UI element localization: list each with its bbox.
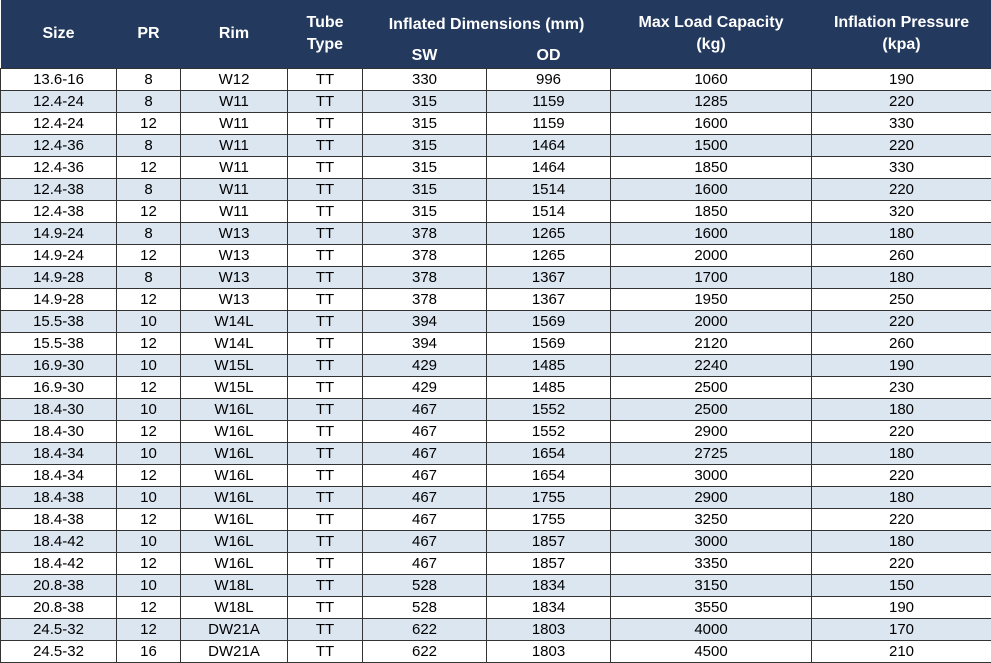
cell-rim: W11 <box>181 91 288 113</box>
cell-od: 1552 <box>487 421 611 443</box>
cell-tube-type: TT <box>288 597 363 619</box>
cell-od: 1159 <box>487 91 611 113</box>
cell-tube-type: TT <box>288 509 363 531</box>
cell-tube-type: TT <box>288 157 363 179</box>
cell-pr: 12 <box>117 619 181 641</box>
cell-sw: 467 <box>363 531 487 553</box>
cell-inflation-pressure: 180 <box>812 531 991 553</box>
cell-max-load: 1600 <box>611 179 812 201</box>
cell-od: 996 <box>487 69 611 91</box>
cell-max-load: 2240 <box>611 355 812 377</box>
cell-sw: 429 <box>363 355 487 377</box>
cell-rim: W11 <box>181 113 288 135</box>
cell-pr: 12 <box>117 157 181 179</box>
cell-tube-type: TT <box>288 201 363 223</box>
header-inflated-dimensions: Inflated Dimensions (mm) <box>363 0 611 42</box>
cell-max-load: 4000 <box>611 619 812 641</box>
cell-inflation-pressure: 220 <box>812 553 991 575</box>
table-row <box>1 553 991 575</box>
cell-sw: 315 <box>363 201 487 223</box>
cell-od: 1834 <box>487 575 611 597</box>
cell-sw: 467 <box>363 399 487 421</box>
cell-pr: 10 <box>117 575 181 597</box>
cell-max-load: 1600 <box>611 223 812 245</box>
cell-od: 1485 <box>487 377 611 399</box>
cell-size: 13.6-16 <box>1 69 117 91</box>
table-row <box>1 487 991 509</box>
cell-max-load: 1600 <box>611 113 812 135</box>
cell-size: 16.9-30 <box>1 377 117 399</box>
cell-max-load: 3250 <box>611 509 812 531</box>
table-row <box>1 289 991 311</box>
cell-inflation-pressure: 250 <box>812 289 991 311</box>
table-row <box>1 201 991 223</box>
cell-max-load: 2500 <box>611 399 812 421</box>
table-row <box>1 399 991 421</box>
cell-pr: 10 <box>117 487 181 509</box>
cell-rim: DW21A <box>181 619 288 641</box>
cell-od: 1803 <box>487 619 611 641</box>
cell-rim: W11 <box>181 201 288 223</box>
cell-rim: W11 <box>181 179 288 201</box>
cell-inflation-pressure: 150 <box>812 575 991 597</box>
cell-sw: 315 <box>363 157 487 179</box>
table-row <box>1 179 991 201</box>
cell-pr: 12 <box>117 553 181 575</box>
cell-sw: 378 <box>363 223 487 245</box>
cell-sw: 378 <box>363 289 487 311</box>
cell-inflation-pressure: 220 <box>812 509 991 531</box>
cell-tube-type: TT <box>288 333 363 355</box>
cell-size: 12.4-24 <box>1 91 117 113</box>
cell-sw: 330 <box>363 69 487 91</box>
cell-od: 1755 <box>487 487 611 509</box>
header-tube-type <box>288 0 363 69</box>
cell-rim: W13 <box>181 267 288 289</box>
cell-tube-type: TT <box>288 575 363 597</box>
cell-sw: 315 <box>363 179 487 201</box>
cell-size: 14.9-28 <box>1 289 117 311</box>
cell-tube-type: TT <box>288 267 363 289</box>
table-row <box>1 267 991 289</box>
cell-od: 1159 <box>487 113 611 135</box>
cell-inflation-pressure: 190 <box>812 355 991 377</box>
cell-pr: 8 <box>117 91 181 113</box>
cell-tube-type: TT <box>288 223 363 245</box>
table-row <box>1 91 991 113</box>
cell-sw: 622 <box>363 619 487 641</box>
cell-size: 18.4-42 <box>1 553 117 575</box>
cell-sw: 467 <box>363 465 487 487</box>
cell-sw: 467 <box>363 553 487 575</box>
cell-sw: 467 <box>363 421 487 443</box>
cell-size: 15.5-38 <box>1 333 117 355</box>
cell-od: 1464 <box>487 157 611 179</box>
table-row <box>1 619 991 641</box>
cell-tube-type: TT <box>288 289 363 311</box>
cell-size: 15.5-38 <box>1 311 117 333</box>
cell-size: 12.4-38 <box>1 179 117 201</box>
cell-sw: 622 <box>363 641 487 663</box>
cell-od: 1569 <box>487 311 611 333</box>
cell-inflation-pressure: 220 <box>812 179 991 201</box>
cell-max-load: 1700 <box>611 267 812 289</box>
cell-max-load: 1850 <box>611 201 812 223</box>
cell-rim: W14L <box>181 311 288 333</box>
cell-rim: W13 <box>181 223 288 245</box>
cell-inflation-pressure: 220 <box>812 421 991 443</box>
table-row <box>1 443 991 465</box>
cell-rim: W15L <box>181 355 288 377</box>
cell-size: 18.4-38 <box>1 509 117 531</box>
cell-pr: 10 <box>117 355 181 377</box>
cell-pr: 16 <box>117 641 181 663</box>
header-max-load-line2: (kg) <box>696 36 725 53</box>
cell-sw: 315 <box>363 113 487 135</box>
cell-pr: 10 <box>117 311 181 333</box>
cell-sw: 394 <box>363 311 487 333</box>
table-row <box>1 641 991 663</box>
table-row <box>1 157 991 179</box>
cell-inflation-pressure: 320 <box>812 201 991 223</box>
cell-size: 16.9-30 <box>1 355 117 377</box>
cell-inflation-pressure: 180 <box>812 267 991 289</box>
cell-tube-type: TT <box>288 531 363 553</box>
cell-pr: 8 <box>117 179 181 201</box>
cell-sw: 315 <box>363 135 487 157</box>
cell-size: 14.9-24 <box>1 245 117 267</box>
cell-inflation-pressure: 210 <box>812 641 991 663</box>
cell-max-load: 3150 <box>611 575 812 597</box>
header-size: Size <box>1 0 117 69</box>
header-inflation-pressure-line2: (kpa) <box>882 36 920 53</box>
cell-tube-type: TT <box>288 487 363 509</box>
cell-od: 1857 <box>487 553 611 575</box>
cell-pr: 12 <box>117 245 181 267</box>
cell-od: 1654 <box>487 443 611 465</box>
table-row <box>1 135 991 157</box>
cell-tube-type: TT <box>288 399 363 421</box>
cell-rim: W16L <box>181 465 288 487</box>
header-tube-type-line2: Type <box>307 36 343 53</box>
table-row <box>1 597 991 619</box>
cell-max-load: 4500 <box>611 641 812 663</box>
cell-tube-type: TT <box>288 113 363 135</box>
table-body <box>1 69 991 663</box>
cell-max-load: 2900 <box>611 421 812 443</box>
cell-size: 14.9-24 <box>1 223 117 245</box>
cell-max-load: 1060 <box>611 69 812 91</box>
cell-inflation-pressure: 170 <box>812 619 991 641</box>
cell-od: 1803 <box>487 641 611 663</box>
table-row <box>1 69 991 91</box>
cell-rim: W16L <box>181 443 288 465</box>
cell-pr: 12 <box>117 113 181 135</box>
cell-pr: 12 <box>117 509 181 531</box>
cell-od: 1464 <box>487 135 611 157</box>
cell-inflation-pressure: 180 <box>812 487 991 509</box>
cell-size: 12.4-24 <box>1 113 117 135</box>
cell-max-load: 3550 <box>611 597 812 619</box>
cell-od: 1755 <box>487 509 611 531</box>
cell-sw: 467 <box>363 487 487 509</box>
cell-max-load: 2500 <box>611 377 812 399</box>
header-max-load-line1: Max Load Capacity <box>639 14 784 31</box>
cell-size: 24.5-32 <box>1 619 117 641</box>
cell-pr: 8 <box>117 135 181 157</box>
cell-size: 18.4-34 <box>1 443 117 465</box>
cell-size: 18.4-30 <box>1 421 117 443</box>
cell-sw: 429 <box>363 377 487 399</box>
cell-rim: W14L <box>181 333 288 355</box>
cell-od: 1857 <box>487 531 611 553</box>
cell-inflation-pressure: 180 <box>812 399 991 421</box>
cell-max-load: 1500 <box>611 135 812 157</box>
cell-tube-type: TT <box>288 619 363 641</box>
cell-rim: W16L <box>181 487 288 509</box>
cell-pr: 8 <box>117 267 181 289</box>
cell-tube-type: TT <box>288 443 363 465</box>
cell-pr: 12 <box>117 333 181 355</box>
cell-pr: 12 <box>117 377 181 399</box>
table-row <box>1 531 991 553</box>
cell-tube-type: TT <box>288 311 363 333</box>
table-row <box>1 113 991 135</box>
cell-tube-type: TT <box>288 465 363 487</box>
cell-rim: W11 <box>181 135 288 157</box>
cell-size: 12.4-36 <box>1 135 117 157</box>
cell-rim: W13 <box>181 245 288 267</box>
cell-od: 1367 <box>487 289 611 311</box>
cell-max-load: 3350 <box>611 553 812 575</box>
cell-tube-type: TT <box>288 245 363 267</box>
header-od: OD <box>487 42 611 69</box>
cell-inflation-pressure: 190 <box>812 69 991 91</box>
cell-inflation-pressure: 190 <box>812 597 991 619</box>
cell-rim: W16L <box>181 399 288 421</box>
cell-od: 1514 <box>487 179 611 201</box>
cell-max-load: 3000 <box>611 465 812 487</box>
cell-sw: 467 <box>363 509 487 531</box>
cell-pr: 10 <box>117 443 181 465</box>
cell-pr: 12 <box>117 201 181 223</box>
cell-max-load: 2725 <box>611 443 812 465</box>
cell-rim: W15L <box>181 377 288 399</box>
cell-tube-type: TT <box>288 135 363 157</box>
cell-max-load: 1850 <box>611 157 812 179</box>
cell-tube-type: TT <box>288 69 363 91</box>
cell-od: 1834 <box>487 597 611 619</box>
cell-max-load: 2900 <box>611 487 812 509</box>
cell-inflation-pressure: 220 <box>812 91 991 113</box>
cell-sw: 528 <box>363 575 487 597</box>
cell-pr: 8 <box>117 69 181 91</box>
cell-tube-type: TT <box>288 421 363 443</box>
cell-max-load: 1285 <box>611 91 812 113</box>
cell-od: 1654 <box>487 465 611 487</box>
cell-od: 1569 <box>487 333 611 355</box>
cell-sw: 394 <box>363 333 487 355</box>
cell-rim: W16L <box>181 553 288 575</box>
cell-sw: 467 <box>363 443 487 465</box>
cell-inflation-pressure: 220 <box>812 135 991 157</box>
table-row <box>1 377 991 399</box>
cell-pr: 12 <box>117 465 181 487</box>
cell-inflation-pressure: 220 <box>812 465 991 487</box>
cell-pr: 12 <box>117 597 181 619</box>
cell-tube-type: TT <box>288 377 363 399</box>
cell-od: 1552 <box>487 399 611 421</box>
header-tube-type-line1: Tube <box>306 14 343 31</box>
cell-tube-type: TT <box>288 179 363 201</box>
cell-size: 24.5-32 <box>1 641 117 663</box>
cell-max-load: 2000 <box>611 311 812 333</box>
table-row <box>1 223 991 245</box>
table-row <box>1 245 991 267</box>
cell-size: 12.4-36 <box>1 157 117 179</box>
cell-inflation-pressure: 260 <box>812 333 991 355</box>
header-pr: PR <box>117 0 181 69</box>
cell-inflation-pressure: 230 <box>812 377 991 399</box>
table-row <box>1 355 991 377</box>
cell-inflation-pressure: 180 <box>812 443 991 465</box>
cell-size: 20.8-38 <box>1 597 117 619</box>
cell-rim: W11 <box>181 157 288 179</box>
cell-od: 1367 <box>487 267 611 289</box>
cell-od: 1514 <box>487 201 611 223</box>
table-row <box>1 311 991 333</box>
cell-size: 18.4-30 <box>1 399 117 421</box>
cell-tube-type: TT <box>288 641 363 663</box>
cell-pr: 10 <box>117 531 181 553</box>
cell-od: 1265 <box>487 245 611 267</box>
cell-rim: W18L <box>181 597 288 619</box>
cell-size: 20.8-38 <box>1 575 117 597</box>
header-rim: Rim <box>181 0 288 69</box>
cell-rim: W16L <box>181 421 288 443</box>
table-row <box>1 575 991 597</box>
cell-size: 14.9-28 <box>1 267 117 289</box>
cell-od: 1265 <box>487 223 611 245</box>
cell-rim: W12 <box>181 69 288 91</box>
cell-pr: 12 <box>117 289 181 311</box>
cell-size: 18.4-34 <box>1 465 117 487</box>
cell-max-load: 2000 <box>611 245 812 267</box>
cell-size: 12.4-38 <box>1 201 117 223</box>
header-inflation-pressure-line1: Inflation Pressure <box>834 14 969 31</box>
header-max-load <box>611 0 812 69</box>
cell-max-load: 1950 <box>611 289 812 311</box>
cell-inflation-pressure: 260 <box>812 245 991 267</box>
table-row <box>1 465 991 487</box>
cell-rim: W13 <box>181 289 288 311</box>
cell-max-load: 2120 <box>611 333 812 355</box>
cell-inflation-pressure: 330 <box>812 113 991 135</box>
table-row <box>1 509 991 531</box>
cell-od: 1485 <box>487 355 611 377</box>
cell-sw: 378 <box>363 267 487 289</box>
cell-max-load: 3000 <box>611 531 812 553</box>
cell-sw: 528 <box>363 597 487 619</box>
cell-size: 18.4-42 <box>1 531 117 553</box>
table-row <box>1 333 991 355</box>
cell-rim: W18L <box>181 575 288 597</box>
table-row <box>1 421 991 443</box>
cell-sw: 378 <box>363 245 487 267</box>
cell-sw: 315 <box>363 91 487 113</box>
cell-rim: W16L <box>181 531 288 553</box>
cell-pr: 8 <box>117 223 181 245</box>
cell-tube-type: TT <box>288 355 363 377</box>
cell-size: 18.4-38 <box>1 487 117 509</box>
cell-inflation-pressure: 330 <box>812 157 991 179</box>
cell-rim: DW21A <box>181 641 288 663</box>
cell-inflation-pressure: 180 <box>812 223 991 245</box>
table-header <box>1 0 991 69</box>
header-sw: SW <box>363 42 487 69</box>
cell-pr: 10 <box>117 399 181 421</box>
header-inflation-pressure <box>812 0 991 69</box>
cell-tube-type: TT <box>288 91 363 113</box>
cell-rim: W16L <box>181 509 288 531</box>
cell-pr: 12 <box>117 421 181 443</box>
cell-inflation-pressure: 220 <box>812 311 991 333</box>
cell-tube-type: TT <box>288 553 363 575</box>
